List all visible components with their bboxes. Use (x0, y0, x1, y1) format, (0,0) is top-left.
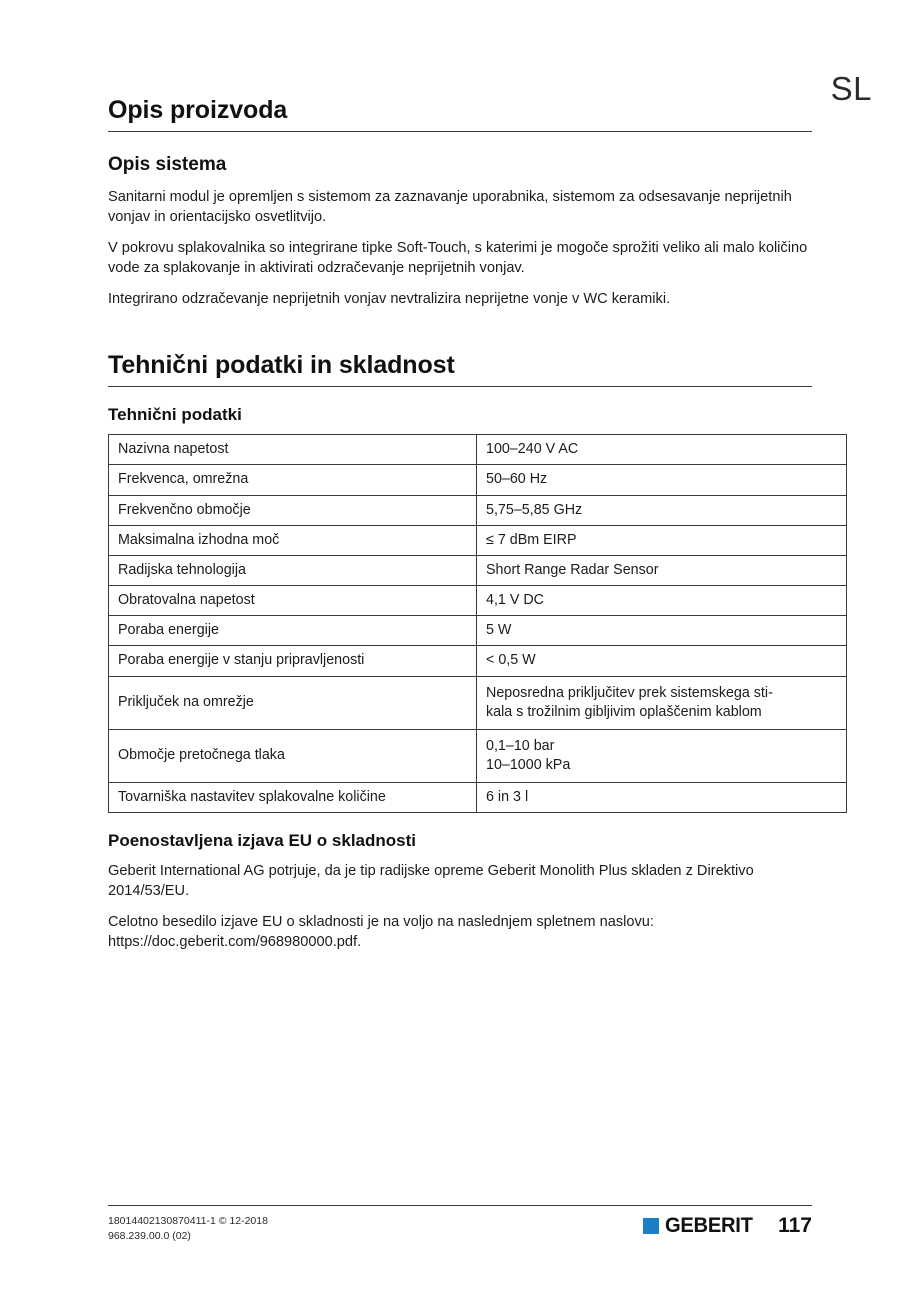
page-footer (108, 1205, 812, 1244)
spec-label: Radijska tehnologija (109, 555, 477, 585)
footer-inner (108, 1214, 812, 1244)
spec-value (477, 729, 847, 782)
spec-value (477, 465, 847, 495)
spec-value-line: 10–1000 kPa (486, 757, 571, 774)
spec-value-line: 100–240 V AC (486, 441, 579, 458)
spec-value-line: Short Range Radar Sensor (486, 561, 659, 578)
spec-label: Območje pretočnega tlaka (109, 729, 477, 782)
brand-name: GEBERIT (664, 1214, 753, 1237)
table-row (109, 616, 847, 646)
spec-value-line: 5,75–5,85 GHz (486, 501, 583, 518)
spec-label: Frekvenca, omrežna (109, 465, 477, 495)
specifications-table-body (109, 435, 847, 813)
spec-value-line: 5 W (486, 622, 512, 639)
spec-label: Nazivna napetost (109, 435, 477, 465)
table-row (109, 465, 847, 495)
paragraph-system-1: Sanitarni modul je opremljen s sistemom za zaznavanje uporabnika, sistemom za odsesavanje neprijetnih vonjav in orientacijsko osvetlitvijo. (108, 188, 792, 225)
spec-value-line: < 0,5 W (486, 652, 536, 669)
spec-value (477, 783, 847, 813)
spec-value-line: kala s trožilnim gibljivim oplaščenim kablom (486, 703, 762, 720)
spec-value-line: Neposredna priključitev prek sistemskega sti- (486, 684, 773, 701)
chapter-rule (108, 131, 812, 132)
footer-code-line-2: 968.239.00.0 (02) (108, 1230, 191, 1243)
spec-value-line: 0,1–10 bar (486, 737, 555, 754)
table-row (109, 495, 847, 525)
spec-value-line: ≤ 7 dBm EIRP (486, 531, 577, 548)
language-marker: SL (830, 70, 872, 107)
logo-square-icon (643, 1218, 659, 1234)
footer-rule (108, 1205, 812, 1206)
paragraph-declaration-2: Celotno besedilo izjave EU o skladnosti je na voljo na naslednjem spletnem naslovu: https://doc.geberit.com/968980000.pdf. (108, 913, 654, 951)
spec-label: Frekvenčno območje (109, 495, 477, 525)
chapter-title-technical-data: Tehnični podatki in skladnost (108, 351, 455, 380)
footer-code-line-1: 18014402130870411-1 © 12-2018 (108, 1215, 268, 1227)
spec-value (477, 616, 847, 646)
spec-value (477, 435, 847, 465)
chapter-title-product-description: Opis proizvoda (108, 96, 288, 124)
spec-label: Maksimalna izhodna moč (109, 525, 477, 555)
specifications-table (108, 434, 847, 813)
footer-document-codes (108, 1214, 268, 1244)
paragraph-declaration-1: Geberit International AG potrjuje, da je tip radijske opreme Geberit Monolith Plus skladen z Direktivo 2014/53/EU. (108, 862, 754, 899)
footer-brand-area (643, 1214, 812, 1236)
paragraph-system-3: Integrirano odzračevanje neprijetnih vonjav nevtralizira neprijetne vonje v WC keramiki. (108, 291, 671, 308)
subsection-title-technical-data: Tehnični podatki (108, 404, 242, 424)
spec-value (477, 646, 847, 676)
spec-label: Tovarniška nastavitev splakovalne količine (109, 783, 477, 813)
spec-label: Priključek na omrežje (109, 676, 477, 729)
page-content (108, 96, 812, 952)
chapter-technical-data (108, 351, 812, 952)
spec-value (477, 495, 847, 525)
spec-value-line: 50–60 Hz (486, 471, 548, 488)
spec-label: Poraba energije v stanju pripravljenosti (109, 646, 477, 676)
page-number: 117 (778, 1214, 812, 1237)
spec-value-line: 6 in 3 l (486, 789, 529, 806)
table-row (109, 555, 847, 585)
table-row (109, 586, 847, 616)
section-title-system-description: Opis sistema (108, 153, 227, 175)
table-row (109, 676, 847, 729)
chapter-rule-2 (108, 386, 812, 387)
spec-value (477, 676, 847, 729)
table-row (109, 435, 847, 465)
paragraph-system-2: V pokrovu splakovalnika so integrirane tipke Soft-Touch, s katerimi je mogoče sprožiti veliko ali malo količino vode za splakovanje in aktivirati odzračevanje neprijetnih vonjav. (108, 239, 808, 276)
table-row (109, 783, 847, 813)
spec-value (477, 555, 847, 585)
geberit-logo (643, 1215, 756, 1236)
table-row (109, 525, 847, 555)
spec-value (477, 525, 847, 555)
spec-label: Poraba energije (109, 616, 477, 646)
table-row (109, 646, 847, 676)
subsection-title-eu-declaration: Poenostavljena izjava EU o skladnosti (108, 831, 416, 851)
spec-label: Obratovalna napetost (109, 586, 477, 616)
spec-value (477, 586, 847, 616)
spec-value-line: 4,1 V DC (486, 592, 545, 609)
table-row (109, 729, 847, 782)
